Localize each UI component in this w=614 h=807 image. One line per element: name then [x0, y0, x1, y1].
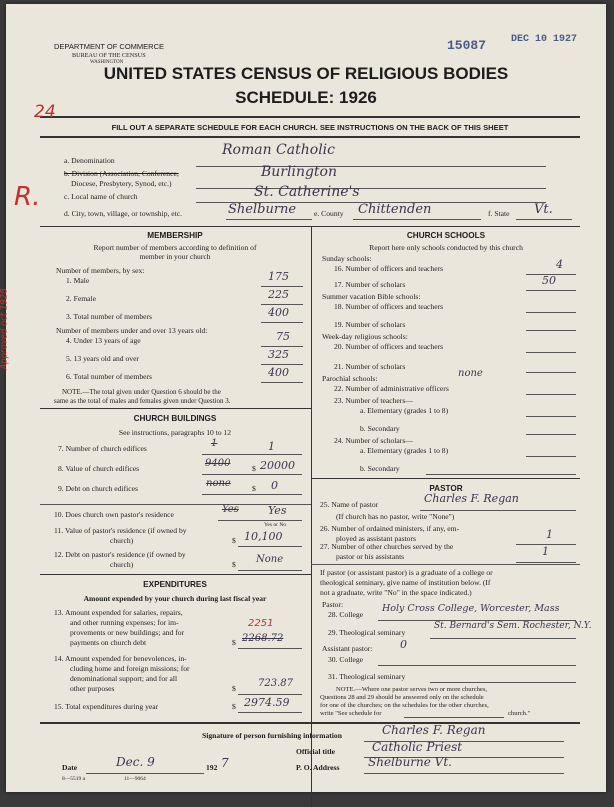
city-label: WASHINGTON [90, 60, 124, 65]
buildings-rule [40, 408, 311, 409]
q9-value: 0 [271, 479, 278, 492]
table-bottom-rule [40, 722, 580, 724]
q15-value: 2974.59 [244, 696, 290, 709]
date-line [86, 773, 204, 774]
q5-label: 5. 13 years old and over [66, 354, 139, 363]
state-label: f. State [488, 209, 510, 218]
q21-line [526, 372, 576, 373]
q25-line [420, 510, 576, 511]
q27-label-2: pastor or his assistants [336, 552, 405, 561]
parochial-value: none [458, 368, 483, 379]
q18-line [526, 312, 576, 313]
membership-title: MEMBERSHIP [147, 231, 203, 240]
q3-value: 400 [268, 306, 289, 319]
q19-line [526, 330, 576, 331]
header-rule-top [40, 116, 580, 118]
q14-line [238, 694, 302, 695]
summer-schools-label: Summer vacation Bible schools: [322, 292, 421, 301]
q8-currency: $ [252, 464, 256, 473]
q23a-line [526, 416, 576, 417]
membership-sub-2: member in your church [139, 252, 211, 261]
q8-value: 20000 [260, 459, 295, 472]
q17-label: 17. Number of scholars [334, 280, 406, 289]
q23b-label: b. Secondary [360, 424, 400, 433]
red-number-annotation: 24 [34, 102, 56, 122]
date-value: Dec. 9 [116, 755, 155, 769]
q24b-label: b. Secondary [360, 464, 400, 473]
assistant-pastor-label: Assistant pastor: [322, 644, 373, 653]
q7-label: 7. Number of church edifices [58, 444, 147, 453]
red-letter-annotation: R. [14, 182, 41, 212]
q14-label-4: other purposes [70, 684, 115, 693]
signature-value: Charles F. Regan [382, 723, 486, 737]
q23-label: 23. Number of teachers— [334, 396, 413, 405]
q14-value: 723.87 [258, 678, 293, 689]
form-instruction: FILL OUT A SEPARATE SCHEDULE FOR EACH CHURCH. SEE INSTRUCTIONS ON THE BACK OF THIS SHEET [111, 123, 509, 132]
q13-label-4: payments on church debt [70, 638, 147, 647]
q9-label: 9. Debt on church edifices [58, 484, 138, 493]
church-name-label: c. Local name of church [64, 192, 138, 201]
county-label: e. County [314, 209, 344, 218]
q15-line [238, 712, 302, 713]
q2-line [261, 304, 303, 305]
age-label: Number of members under and over 13 years old: [56, 326, 208, 335]
q5-line [261, 364, 303, 365]
q12-label-1: 12. Debt on pastor's residence (if owned by [54, 550, 186, 559]
q11-line [238, 546, 302, 547]
q8-label: 8. Value of church edifices [58, 464, 140, 473]
state-value: Vt. [534, 202, 553, 217]
q18-label: 18. Number of officers and teachers [334, 302, 444, 311]
division-line [196, 188, 546, 189]
pastor-note-line [404, 717, 504, 718]
division-label-2: Diocese, Presbytery, Synod, etc.) [71, 179, 172, 188]
official-title-label: Official title [296, 747, 336, 756]
q12-value: None [256, 554, 284, 565]
form-code: 8—5519 a [62, 776, 86, 782]
q26-value: 1 [546, 528, 553, 541]
q29-value: St. Bernard's Sem. Rochester, N.Y. [434, 621, 592, 631]
q29-label: 29. Theological seminary [328, 628, 406, 637]
q13-crossed-value: 2268.72 [242, 633, 284, 644]
assistant-pastor-value: 0 [400, 638, 407, 651]
stamp-date: DEC 10 1927 [511, 34, 578, 45]
q4-line [261, 346, 303, 347]
pastor-title: PASTOR [429, 484, 463, 493]
q24a-label: a. Elementary (grades 1 to 8) [360, 446, 449, 455]
pastor-note-4: write "See schedule for [320, 710, 382, 717]
form-title: UNITED STATES CENSUS OF RELIGIOUS BODIES [103, 64, 509, 83]
buildings-sub: See instructions, paragraphs 10 to 12 [118, 428, 232, 437]
q27-label-1: 27. Number of other churches served by the [320, 542, 454, 551]
pastor-note-1: NOTE.—Where one pastor serves two or more churches, [336, 686, 488, 693]
city-field-label: d. City, town, village, or township, etc. [64, 209, 183, 218]
q7-crossed-value: 1 [211, 438, 218, 449]
q9-crossed-value: none [206, 478, 231, 489]
q6-line [261, 382, 303, 383]
q19-label: 19. Number of scholars [334, 320, 406, 329]
pastor-note-3: for one of the churches; on the schedules for the other churches, [320, 702, 489, 709]
q9-currency: $ [252, 484, 256, 493]
q24-label: 24. Number of scholars— [334, 436, 413, 445]
pastor-sub-label: Pastor: [322, 600, 344, 609]
q25-note: (If church has no pastor, write "None") [336, 512, 455, 521]
graduate-text-1: If pastor (or assistant pastor) is a graduate of a college or [320, 568, 493, 577]
q11-label-2: church) [110, 536, 134, 545]
county-value: Chittenden [358, 202, 432, 217]
q15-currency: $ [232, 702, 236, 711]
q5-value: 325 [268, 348, 289, 361]
expenditures-title: EXPENDITURES [143, 580, 207, 589]
expenditures-sub: Amount expended by your church during last fiscal year [83, 594, 267, 603]
q29-line [430, 638, 576, 639]
q31-line [430, 682, 576, 683]
form-code-2: 11—9064 [124, 776, 146, 782]
q17-value: 50 [542, 274, 556, 287]
q16-label: 16. Number of officers and teachers [334, 264, 444, 273]
yes-no-caption: Yes or No [264, 522, 287, 528]
q13-line [238, 648, 302, 649]
q26-label-2: ployed as assistant pastors [336, 534, 416, 543]
q3-line [261, 322, 303, 323]
membership-note-2: same as the total of males and females given under Question 3. [54, 397, 231, 405]
po-address-label: P. O. Address [296, 763, 340, 772]
q2-value: 225 [268, 288, 289, 301]
pastor-note-2: Questions 28 and 29 should be answered only on the schedule [320, 694, 484, 701]
pastor-rule [311, 478, 580, 479]
q4-value: 75 [276, 330, 290, 343]
q16-value: 4 [556, 258, 563, 271]
q14-label-1: 14. Amount expended for benevolences, in- [54, 654, 187, 663]
q12-label-2: church) [110, 560, 134, 569]
q14-currency: $ [232, 684, 236, 693]
q27-line [516, 562, 576, 563]
q11-label-1: 11. Value of pastor's residence (if owned by [54, 526, 187, 535]
q13-label-1: 13. Amount expended for salaries, repairs, [54, 608, 183, 617]
official-title-value: Catholic Priest [372, 740, 463, 754]
q10-label: 10. Does church own pastor's residence [54, 510, 174, 519]
po-address-value: Shelburne Vt. [368, 755, 452, 769]
q13-label-2: and other running expenses; for im- [70, 618, 179, 627]
city-value: Shelburne [228, 202, 297, 217]
q7-line [202, 454, 302, 455]
members-by-sex-label: Number of members, by sex: [56, 266, 145, 275]
q14-label-2: cluding home and foreign missions; for [70, 664, 190, 673]
q17-line [526, 290, 576, 291]
q27-value: 1 [542, 545, 549, 558]
q11-currency: $ [232, 536, 236, 545]
q30-line [378, 665, 576, 666]
table-top-rule [40, 226, 580, 227]
pastor-note-5: church." [508, 710, 531, 717]
church-name-value: St. Catherine's [254, 184, 360, 200]
form-schedule: SCHEDULE: 1926 [235, 88, 377, 107]
division-value: Burlington [261, 164, 338, 180]
q10-value: Yes [268, 504, 287, 517]
q20-line [526, 352, 576, 353]
q12-line [238, 570, 302, 571]
q22-label: 22. Number of administrative officers [334, 384, 449, 393]
expenditures-rule [40, 574, 311, 575]
membership-note-1: NOTE.—The total given under Question 6 should be the [62, 388, 221, 396]
q22-line [526, 394, 576, 395]
q3-label: 3. Total number of members [66, 312, 153, 321]
q20-label: 20. Number of officers and teachers [334, 342, 444, 351]
q13-currency: $ [232, 638, 236, 647]
signature-label: Signature of person furnishing information [202, 731, 342, 740]
graduate-text-2: theological seminary, give name of institution below. (If [320, 578, 491, 587]
date-label: Date [62, 763, 78, 772]
q8-crossed-value: 9400 [205, 458, 231, 469]
department-label: DEPARTMENT OF COMMERCE [54, 42, 165, 51]
q15-label: 15. Total expenditures during year [54, 702, 159, 711]
po-address-line [364, 773, 564, 774]
city-line [226, 219, 312, 220]
q30-label: 30. College [328, 655, 364, 664]
graduate-text-3: not a graduate, write "No" in the space indicated.) [320, 588, 472, 597]
q25-value: Charles F. Regan [424, 492, 519, 505]
q2-label: 2. Female [66, 294, 96, 303]
q8-line [202, 474, 302, 475]
census-schedule-sheet [0, 4, 606, 792]
sunday-schools-label: Sunday schools: [322, 254, 372, 263]
q23a-label: a. Elementary (grades 1 to 8) [360, 406, 449, 415]
q4-label: 4. Under 13 years of age [66, 336, 141, 345]
denomination-line [196, 166, 546, 167]
q14-label-3: denominational support; and for all [70, 674, 178, 683]
q10-line [218, 520, 302, 521]
q23b-line [526, 434, 576, 435]
bureau-label: BUREAU OF THE CENSUS [72, 52, 146, 59]
q28-value: Holy Cross College, Worcester, Mass [382, 603, 560, 614]
q25-label: 25. Name of pastor [320, 500, 379, 509]
q10-crossed-value: Yes [222, 504, 239, 515]
q9-line [202, 494, 302, 495]
q13-label-3: provements or new buildings; and for [70, 628, 185, 637]
q31-label: 31. Theological seminary [328, 672, 406, 681]
q21-label: 21. Number of scholars [334, 362, 406, 371]
q1-line [261, 286, 303, 287]
schools-sub: Report here only schools conducted by this church [369, 243, 523, 252]
column-divider [311, 227, 312, 807]
q26-label-1: 26. Number of ordained ministers, if any, em- [320, 524, 460, 533]
year-handwritten: 7 [221, 756, 229, 770]
membership-sub-1: Report number of members according to definition of [93, 243, 257, 252]
schools-title: CHURCH SCHOOLS [406, 231, 486, 240]
q28-label: 28. College [328, 610, 364, 619]
q1-label: 1. Male [66, 276, 90, 285]
division-label-1: b. Division (Association, Conference, [64, 169, 179, 178]
denomination-value: Roman Catholic [222, 142, 335, 158]
q13-value: 2251 [248, 618, 274, 629]
q24a-line [526, 456, 576, 457]
margin-approval-note: Approved oct 1928 [0, 288, 10, 370]
q6-label: 6. Total number of members [66, 372, 153, 381]
weekday-schools-label: Week-day religious schools: [322, 332, 408, 341]
header-rule-bottom [40, 136, 580, 138]
state-line [516, 219, 572, 220]
graduate-rule [311, 564, 580, 565]
q11-value: 10,100 [244, 530, 283, 543]
q24b-line [426, 474, 576, 475]
q12-currency: $ [232, 560, 236, 569]
q7-value: 1 [268, 440, 275, 453]
county-line [353, 219, 481, 220]
q6-value: 400 [268, 366, 289, 379]
denomination-label: a. Denomination [64, 156, 115, 165]
stamp-number: 15087 [447, 38, 487, 53]
q1-value: 175 [268, 270, 289, 283]
buildings-title: CHURCH BUILDINGS [133, 414, 217, 423]
parochial-schools-label: Parochial schools: [322, 374, 378, 383]
year-printed: 192 [206, 763, 218, 772]
